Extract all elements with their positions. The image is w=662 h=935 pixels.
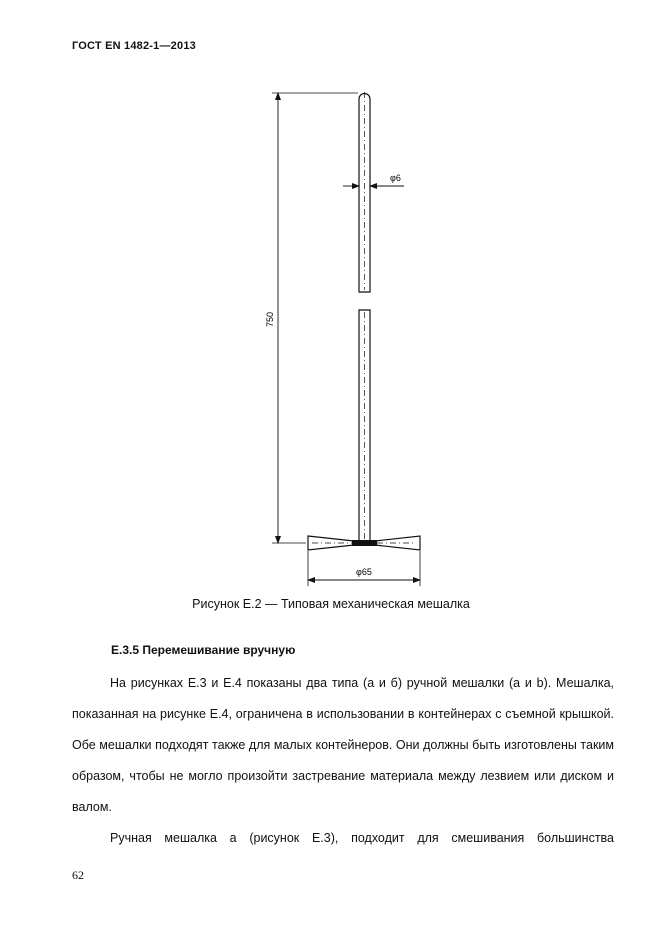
page-number: 62 <box>72 868 84 882</box>
paragraph <box>72 668 614 823</box>
section-heading: Е.3.5 Перемешивание вручную <box>111 643 296 657</box>
document-header: ГОСТ EN 1482-1—2013 <box>72 40 196 52</box>
dim-length: 750 <box>265 311 275 327</box>
paragraph <box>72 823 614 854</box>
paragraph-text: Ручная мешалка а (рисунок Е.3), подходит для смешивания большинства <box>110 831 614 845</box>
figure-caption: Рисунок Е.2 — Типовая механическая мешалка <box>192 597 470 611</box>
paragraph-text: На рисунках Е.3 и Е.4 показаны два типа (а и б) ручной мешалки (а и b). Мешалка, показанная на рисунке Е.4, ограничена в использовании в контейнерах с съемной крышкой. Обе мешалки подходят также для малых контейнеров. Они должны быть изготовлены таким образом, чтобы не могло произойти застревание материала между лезвием или диском и валом. <box>72 676 614 814</box>
dim-rod-diameter: φ6 <box>390 173 401 183</box>
dim-blade-diameter: φ65 <box>356 567 372 577</box>
